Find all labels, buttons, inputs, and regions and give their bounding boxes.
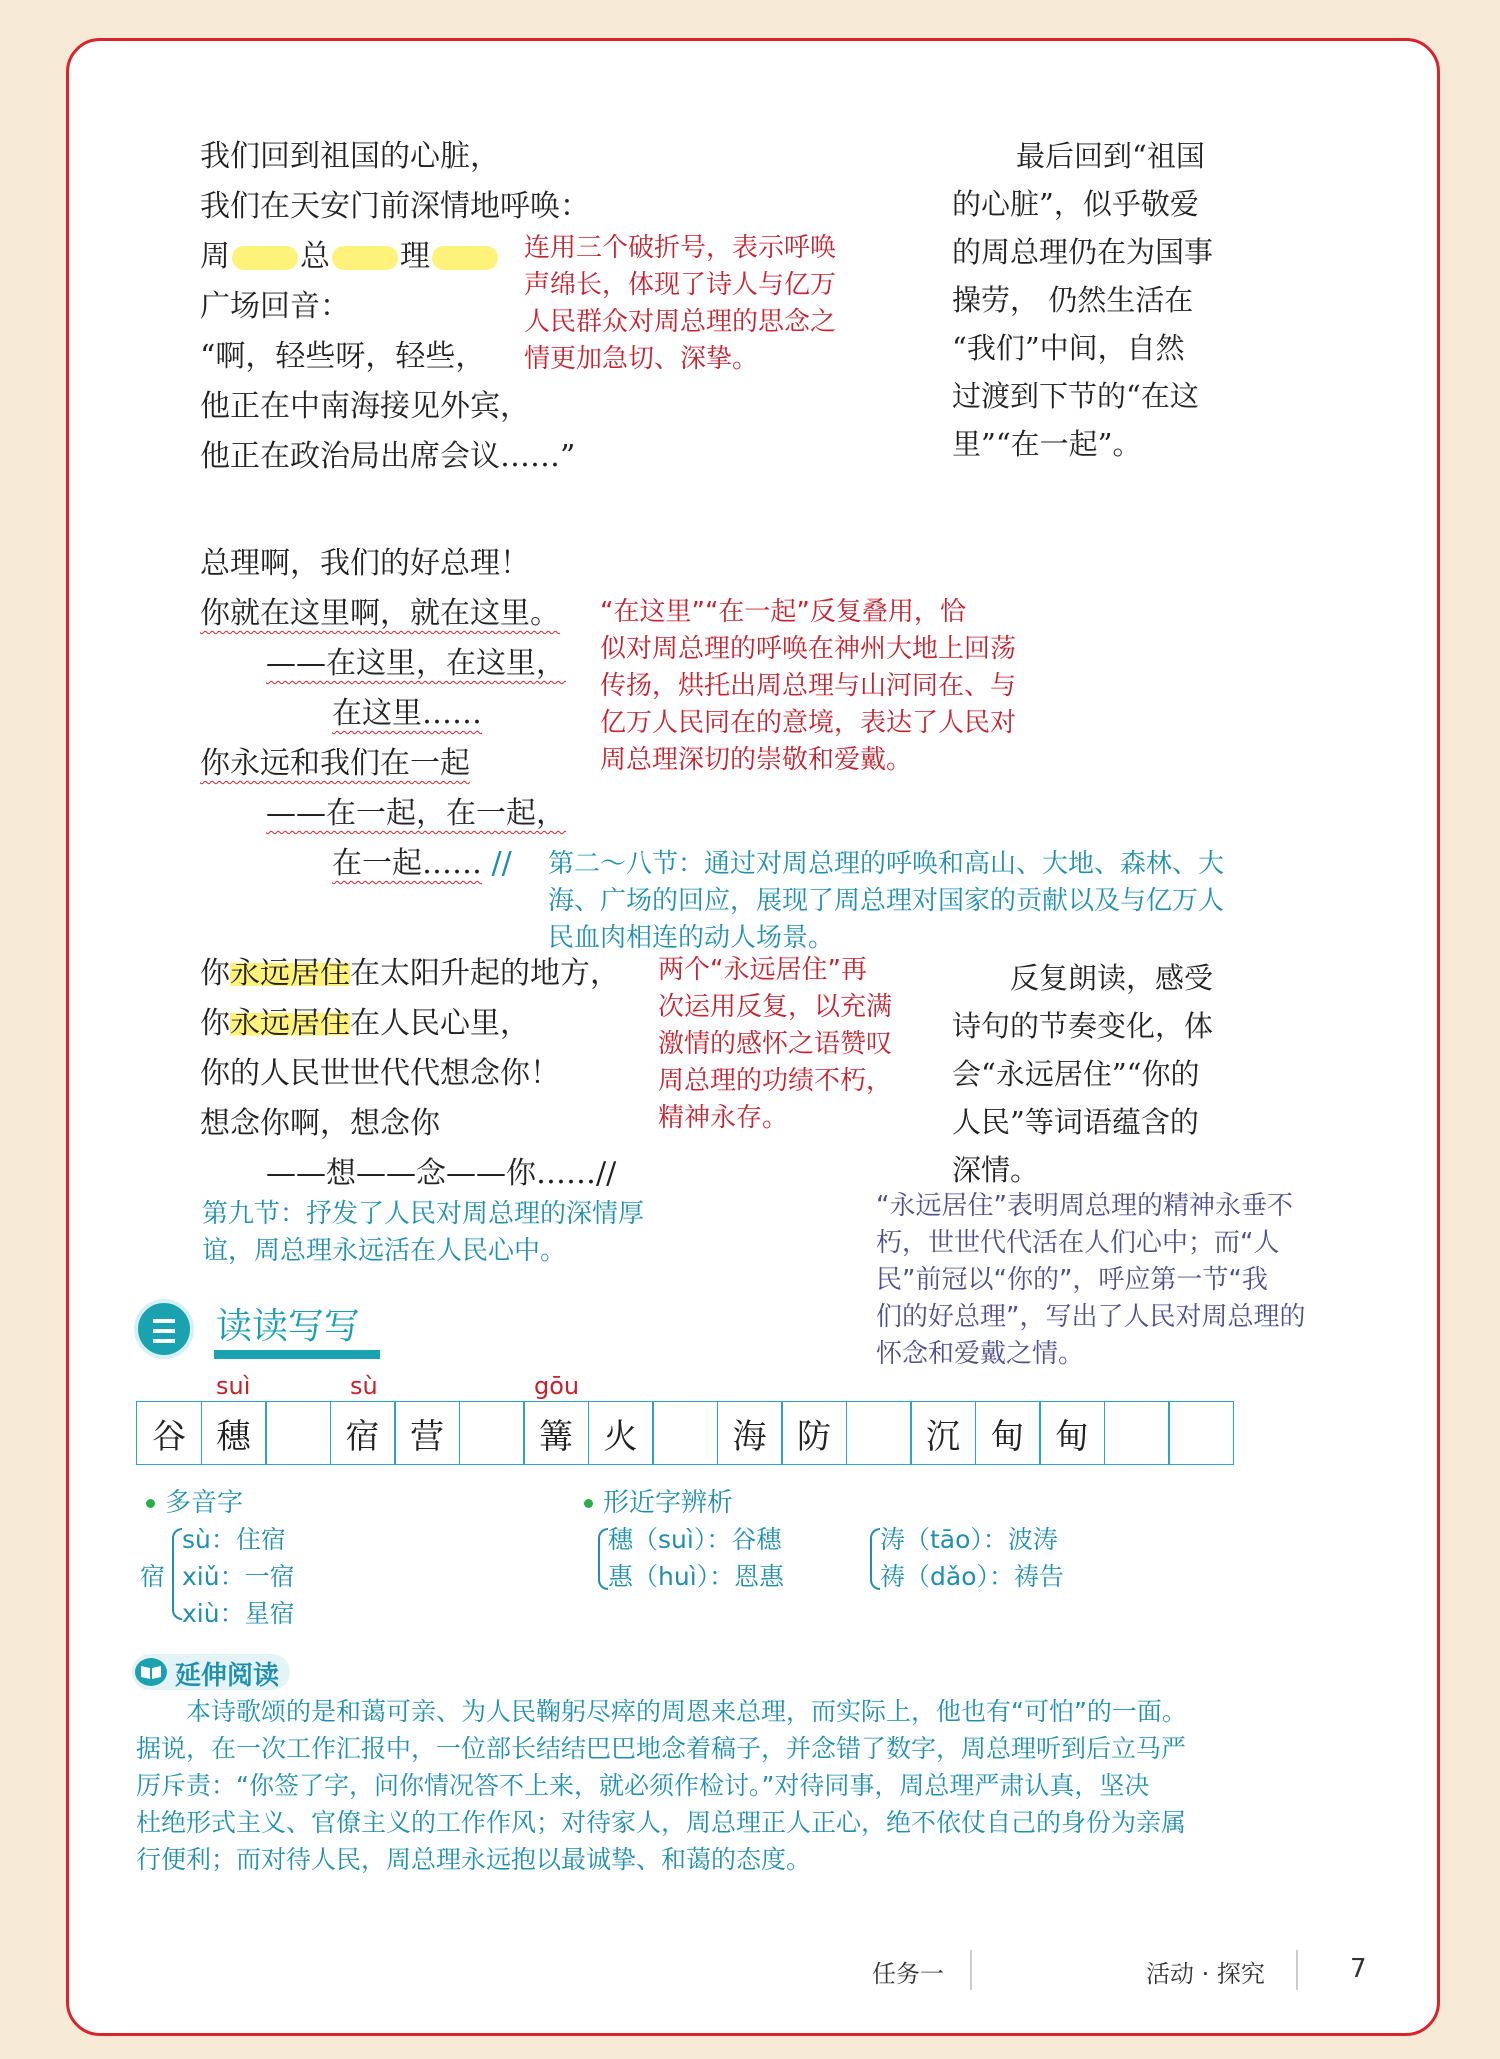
grid-cell: [1168, 1401, 1234, 1465]
left-brace-icon: [870, 1528, 880, 1590]
pinyin-sui: suì: [216, 1372, 251, 1400]
grid-cell: [1104, 1401, 1170, 1465]
purple-annotation-yongyuan: “永远居住”表明周总理的精神永垂不 朽，世世代代活在人们心中；而“人 民”前冠以“你的”，呼应第一节“我 们的好总理”，写出了人民对周总理的 怀念和爱戴之情。: [876, 1191, 1306, 1369]
section-break-mark: //: [491, 846, 512, 881]
poem-stanza-2: [200, 539, 566, 889]
left-brace-icon: [172, 1528, 182, 1620]
highlighted-dash: [332, 246, 398, 270]
poem-line-zhou-zong-li: 周 总 理: [200, 232, 590, 282]
poem-stanza-3: [200, 949, 620, 1199]
pinyin-gou: gōu: [534, 1372, 580, 1400]
poem-line: 在这里……: [332, 696, 482, 731]
footer-activity: 活动 · 探究: [1146, 1960, 1265, 1988]
red-annotation-repetition: “在这里”“在一起”反复叠用，恰 似对周总理的呼唤在神州大地上回荡 传扬，烘托出周总理与山河同在、与 亿万人民同在的意境，表达了人民对 周总理深切的崇敬和爱戴。: [600, 597, 1017, 775]
grid-cell: 防: [781, 1401, 847, 1465]
extended-reading-body: 本诗歌颂的是和蔼可亲、为人民鞠躬尽瘁的周恩来总理，而实际上，他也有“可怕”的一面。 据说，在一次工作汇报中，一位部长结结巴巴地念着稿子，并念错了数字，周总理听到后立马严 厉斥责：“你签了字，问你情况答不上来，就必须作检讨。”对待同事，周总理严肃认真，坚决 杜绝形式主义、官僚主义的工作作风；对待家人，周总理正人正心，绝不依仗自己的身份为亲属 行便利；而对待人民，周总理永远抱以最诚挚、和蔼的态度。: [136, 1697, 1187, 1874]
poem-line: 你永远居住在人民心里，: [200, 1006, 530, 1041]
poem-line: ——在这里，在这里，: [266, 646, 566, 681]
polyphone-item: sù：住宿: [182, 1525, 286, 1554]
red-annotation-dashes: 连用三个破折号，表示呼唤 声绵长，体现了诗人与亿万 人民群众对周总理的思念之 情更加急切、深挚。: [524, 233, 837, 374]
poem-line: 你永远居住在太阳升起的地方，: [200, 956, 620, 991]
side-note-heart: 最后回到“祖国 的心脏”，似乎敬爱 的周总理仍在为国事 操劳， 仍然生活在 “我们”中间，自然 过渡到下节的“在这 里”“在一起”。: [952, 139, 1214, 461]
highlighted-dash: [232, 246, 298, 270]
poem-line: 你永远和我们在一起: [200, 746, 470, 781]
footer-divider: [1296, 1950, 1298, 1990]
polyphone-heading: 多音字: [146, 1482, 243, 1519]
red-annotation-yongyuan: 两个“永远居住”再 次运用反复，以充满 激情的感怀之语赞叹 周总理的功绩不朽， 精神永存。: [658, 955, 893, 1133]
poem-line: 广场回音：: [200, 289, 350, 324]
left-brace-icon: [598, 1528, 608, 1590]
poem-line: 他正在政治局出席会议……”: [200, 439, 576, 474]
poem-line: 我们回到祖国的心脏，: [200, 139, 500, 174]
highlighted-dash: [432, 246, 498, 270]
poem-line: 总理啊，我们的好总理！: [200, 546, 530, 581]
grid-cell: 沉: [910, 1401, 976, 1465]
similar-item: 涛（tāo）：波涛: [880, 1525, 1058, 1554]
grid-cell: 篝: [523, 1401, 589, 1465]
grid-cell: [459, 1401, 525, 1465]
section-title-underline: [214, 1350, 380, 1359]
blue-annotation-sections-2-8: 第二～八节：通过对周总理的呼唤和高山、大地、森林、大 海、广场的回应，展现了周总理对国家的贡献以及与亿万人 民血肉相连的动人场景。: [548, 849, 1225, 953]
bullet-dot-icon: [584, 1499, 593, 1508]
grid-cell: [652, 1401, 718, 1465]
poem-line: ——想——念——你……//: [266, 1156, 617, 1191]
polyphone-item: xiǔ：一宿: [182, 1562, 295, 1591]
grid-cell: 营: [394, 1401, 460, 1465]
grid-cell: [265, 1401, 331, 1465]
poem-line: 想念你啊，想念你: [200, 1106, 440, 1141]
poem-line: 他正在中南海接见外宾，: [200, 389, 530, 424]
bullet-dot-icon: [146, 1499, 155, 1508]
poem-line: “啊，轻些呀，轻些，: [200, 339, 486, 374]
poem-line: 我们在天安门前深情地呼唤：: [200, 189, 590, 224]
pinyin-su: sù: [350, 1372, 378, 1400]
blue-annotation-section-9: 第九节：抒发了人民对周总理的深情厚 谊，周总理永远活在人民心中。: [202, 1199, 645, 1266]
grid-cell: [846, 1401, 912, 1465]
grid-cell: 穗: [201, 1401, 267, 1465]
polyphone-item: xiù：星宿: [182, 1599, 295, 1628]
similar-item: 祷（dǎo）：祷告: [880, 1562, 1064, 1591]
character-grid: [136, 1401, 1234, 1465]
grid-cell: 火: [588, 1401, 654, 1465]
similar-item: 惠（huì）：恩惠: [608, 1562, 785, 1591]
poem-line: 你的人民世世代代想念你！: [200, 1056, 560, 1091]
footer-task: 任务一: [872, 1960, 944, 1988]
similar-heading: 形近字辨析: [584, 1482, 733, 1519]
side-note-reading: 反复朗读，感受 诗句的节奏变化，体 会“永远居住”“你的 人民”等词语蕴含的 深情。: [952, 961, 1214, 1187]
poem-line: 在一起……: [332, 846, 482, 881]
grid-cell: 谷: [136, 1401, 202, 1465]
grid-cell: 海: [717, 1401, 783, 1465]
section-number-icon: [134, 1299, 194, 1359]
similar-item: 穗（suì）：谷穗: [608, 1525, 782, 1554]
footer-divider: [970, 1950, 972, 1990]
page-number: 7: [1350, 1954, 1367, 1984]
poem-line: ——在一起，在一起，: [266, 796, 566, 831]
section-title: 读读写写: [216, 1306, 361, 1347]
poem-line: 你就在这里啊，就在这里。: [200, 596, 560, 631]
grid-cell: 宿: [330, 1401, 396, 1465]
grid-cell: 甸: [1039, 1401, 1105, 1465]
book-icon: [135, 1658, 167, 1686]
polyphone-char: 宿: [140, 1562, 166, 1591]
extended-reading-title: 延伸阅读: [175, 1661, 280, 1691]
grid-cell: 甸: [975, 1401, 1041, 1465]
